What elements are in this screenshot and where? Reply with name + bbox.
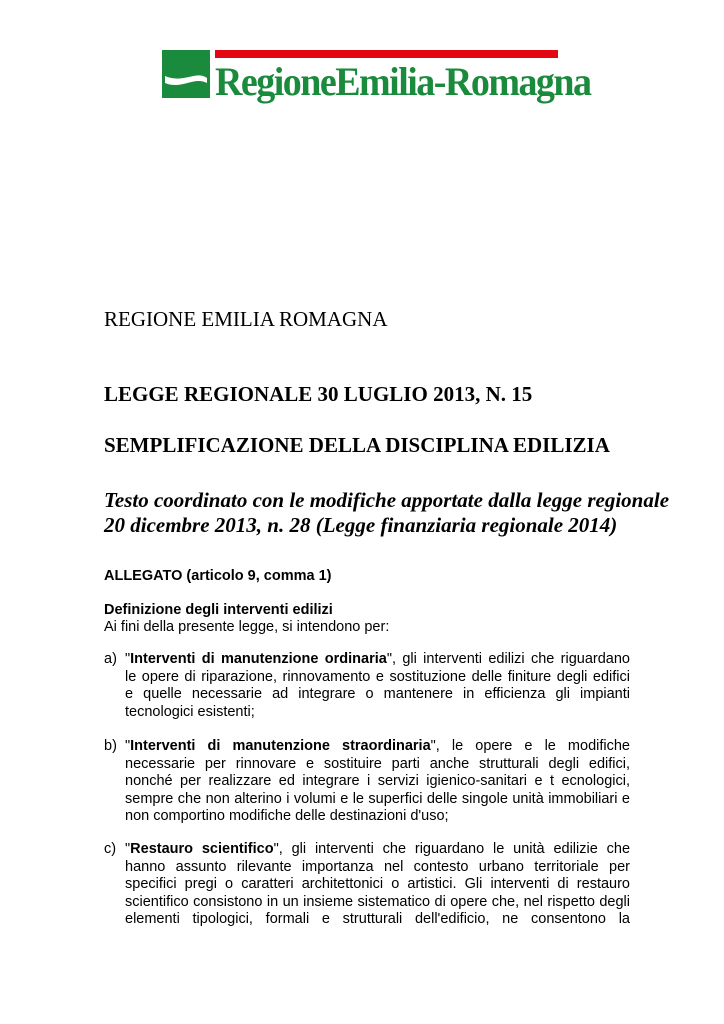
item-line: "Interventi di manutenzione straordinaria", le opere e le modifiche [125, 738, 630, 754]
item-term: Interventi di manutenzione ordinaria [130, 651, 387, 667]
definition-item [104, 651, 630, 721]
item-line: hanno assunto rilevante importanza nel contesto urbano territoriale per [125, 858, 630, 875]
item-letter: b) [104, 738, 117, 754]
item-term: Restauro scientifico [130, 841, 274, 857]
annex-label: ALLEGATO (articolo 9, comma 1) [104, 568, 332, 584]
item-letter: a) [104, 651, 117, 667]
item-line: nonché per realizzare ed integrare i servizi igienico-sanitari e t ecnologici, [125, 773, 630, 790]
law-title: LEGGE REGIONALE 30 LUGLIO 2013, N. 15 [104, 382, 533, 406]
item-line: non comportino modifiche delle destinazioni d'uso; [125, 808, 449, 825]
item-line: scientifico consistono in un insieme sistematico di opere che, nel rispetto degli [125, 893, 630, 910]
item-line: le opere di riparazione, rinnovamento e sostituzione delle finiture degli edifici [125, 668, 630, 685]
coordinated-line: 20 dicembre 2013, n. 28 (Legge finanziaria regionale 2014) [104, 513, 618, 537]
item-line: sempre che non alterino i volumi e le superfici delle singole unità immobiliari e [125, 790, 630, 807]
item-line: "Restauro scientifico", gli interventi che riguardano le unità edilizie che [125, 841, 631, 857]
item-body [125, 651, 630, 721]
region-heading: REGIONE EMILIA ROMAGNA [104, 307, 388, 331]
coordinated-text-note [104, 488, 669, 538]
item-line: tecnologici esistenti; [125, 703, 255, 720]
item-line: "Interventi di manutenzione ordinaria", gli interventi edilizi che riguardano [125, 651, 630, 667]
item-line: specifici pregi o caratteri architettonici o artistici. Gli interventi di restauro [125, 876, 630, 893]
definitions-intro: Ai fini della presente legge, si intendono per: [104, 619, 390, 635]
item-term: Interventi di manutenzione straordinaria [130, 738, 431, 754]
logo-red-bar [215, 50, 558, 58]
item-line: elementi tipologici, formali e strutturali dell'edificio, ne consentono la [125, 911, 630, 928]
definitions-title: Definizione degli interventi edilizi [104, 602, 333, 618]
item-body [125, 841, 630, 929]
region-logo [162, 48, 591, 110]
definition-item [104, 841, 630, 929]
item-body [125, 738, 630, 826]
law-subject: SEMPLIFICAZIONE DELLA DISCIPLINA EDILIZIA [104, 433, 610, 457]
coordinated-line: Testo coordinato con le modifiche apportate dalla legge regionale [104, 488, 670, 512]
region-flag-icon [162, 50, 210, 98]
logo-wordmark: RegioneEmilia-Romagna [215, 59, 591, 104]
item-letter: c) [104, 841, 117, 857]
item-line: e quelle necessarie ad integrare o mantenere in efficienza gli impianti [125, 686, 630, 703]
item-line: necessarie per rinnovare e sostituire parti anche strutturali degli edifici, [125, 755, 630, 772]
definition-item [104, 738, 630, 826]
